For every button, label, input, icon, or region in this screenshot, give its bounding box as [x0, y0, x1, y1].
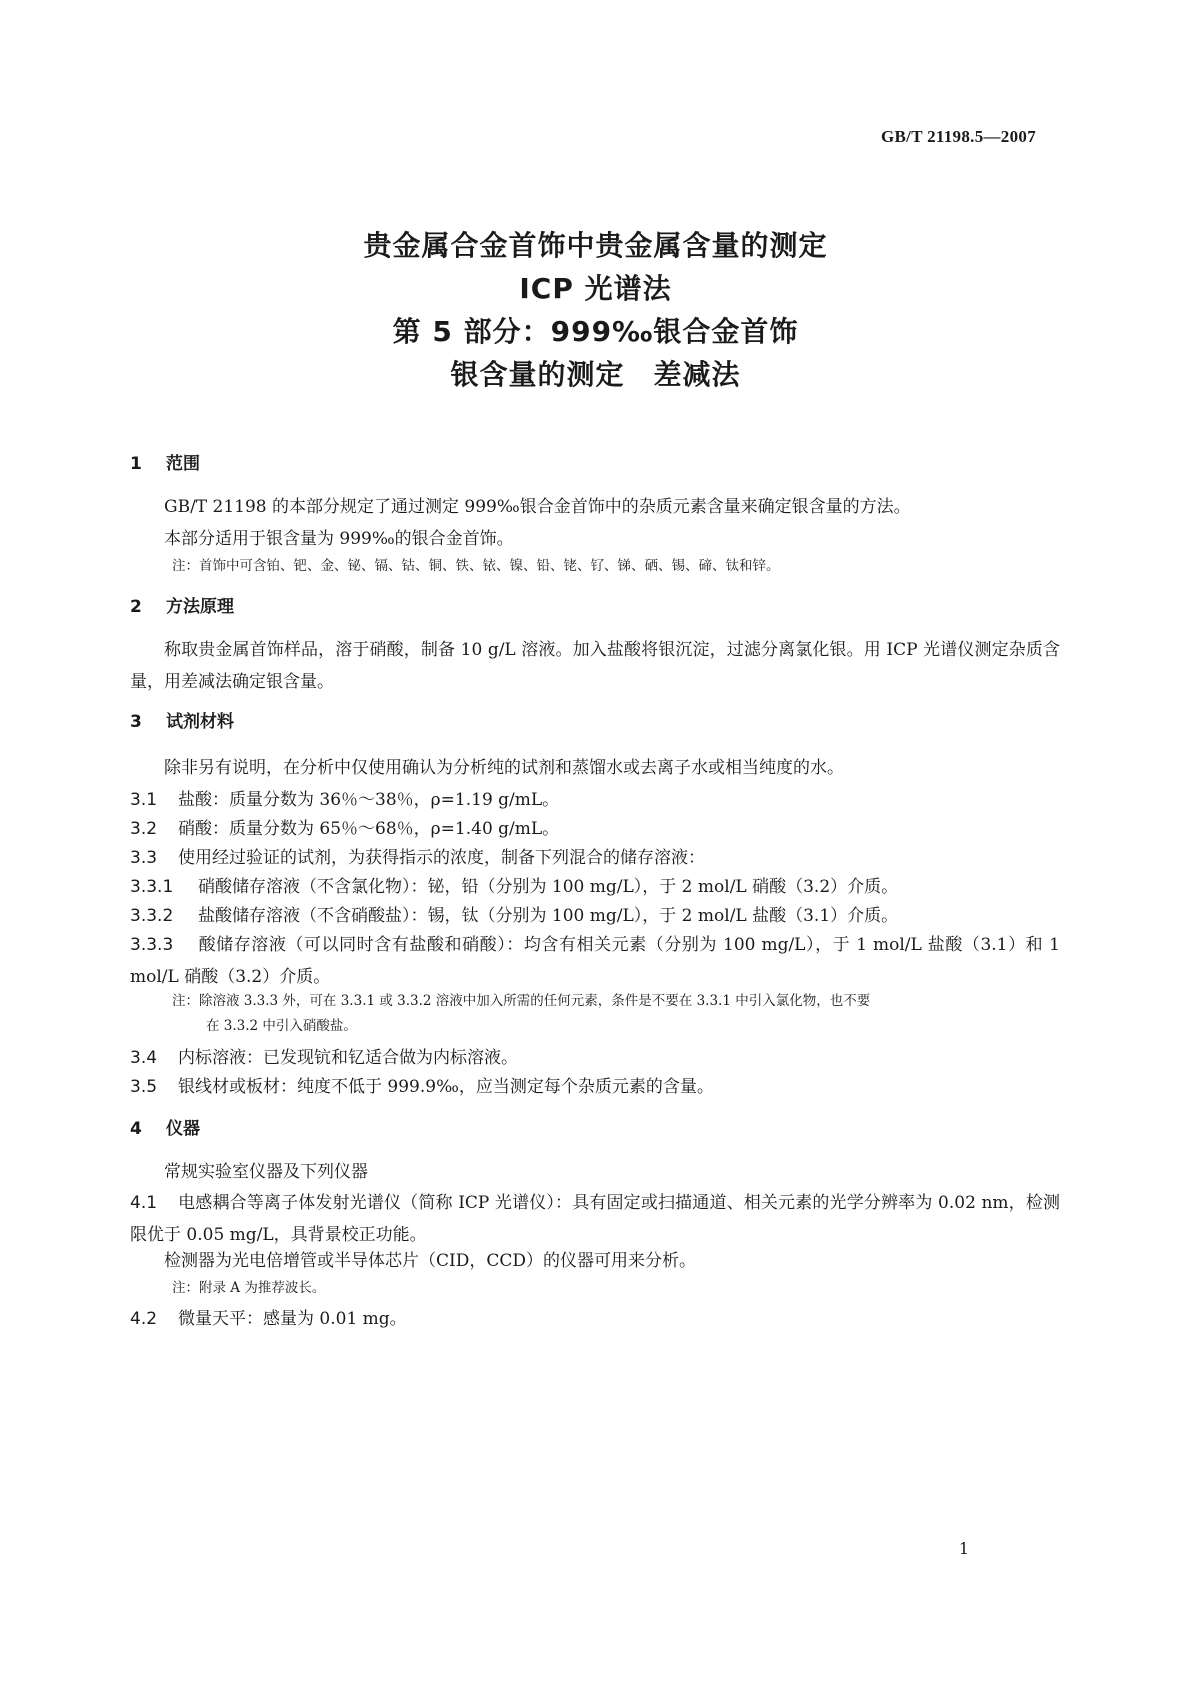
item-text: 硝酸：质量分数为 65％～68％，ρ=1.40 g/mL。	[178, 819, 560, 839]
item-3-4	[130, 1042, 1060, 1074]
item-3-5	[130, 1071, 1060, 1103]
section-4-heading	[130, 1117, 200, 1141]
document-title	[0, 224, 1191, 396]
section-title: 范围	[166, 454, 200, 474]
section-1-note: 注：首饰中可含铂、钯、金、铋、镉、钴、铜、铁、铱、镍、铅、铑、钌、锑、硒、锡、碲、钛和锌。	[172, 558, 780, 574]
item-number: 3.1	[130, 790, 158, 810]
section-number: 2	[130, 597, 142, 617]
section-1-paragraph-1: GB/T 21198 的本部分规定了通过测定 999‰银合金首饰中的杂质元素含量来确定银含量的方法。	[164, 497, 911, 517]
section-2-paragraph: 称取贵金属首饰样品，溶于硝酸，制备 10 g/L 溶液。加入盐酸将银沉淀，过滤分离氯化银。用 ICP 光谱仪测定杂质含量，用差减法确定银含量。	[130, 640, 1060, 692]
item-number: 3.2	[130, 819, 158, 839]
standard-code: GB/T 21198.5—2007	[881, 127, 1036, 146]
section-number: 1	[130, 454, 142, 474]
item-number: 3.3.2	[130, 906, 174, 926]
item-3-3-1	[130, 871, 1060, 903]
item-number: 3.3.3	[130, 935, 174, 955]
section-4-paragraph-2: 检测器为光电倍增管或半导体芯片（CID，CCD）的仪器可用来分析。	[164, 1251, 696, 1271]
item-number: 4.1	[130, 1193, 158, 1213]
section-4-intro: 常规实验室仪器及下列仪器	[164, 1162, 368, 1182]
item-text: 微量天平：感量为 0.01 mg。	[178, 1309, 407, 1329]
item-3-1	[130, 784, 1060, 816]
section-1-paragraph-2: 本部分适用于银含量为 999‰的银合金首饰。	[164, 529, 514, 549]
page-number: 1	[958, 1539, 969, 1558]
title-line-1: 贵金属合金首饰中贵金属含量的测定	[363, 229, 828, 262]
item-text: 酸储存溶液（可以同时含有盐酸和硝酸）：均含有相关元素（分别为 100 mg/L），于 1 mol/L 盐酸（3.1）和 1 mol/L 硝酸（3.2）介质。	[130, 935, 1060, 987]
section-title: 方法原理	[166, 597, 234, 617]
item-3-3-3	[130, 929, 1060, 993]
section-3-note-line-2: 在 3.3.2 中引入硝酸盐。	[206, 1018, 357, 1034]
item-text: 使用经过验证的试剂，为获得指示的浓度，制备下列混合的储存溶液：	[178, 848, 705, 868]
item-3-3-2	[130, 900, 1060, 932]
title-line-4: 银含量的测定 差减法	[450, 358, 741, 391]
section-3-note-line-1: 注：除溶液 3.3.3 外，可在 3.3.1 或 3.3.2 溶液中加入所需的任何元素，条件是不要在 3.3.1 中引入氯化物，也不要	[172, 993, 871, 1009]
item-text: 硝酸储存溶液（不含氯化物）：铋，铅（分别为 100 mg/L），于 2 mol/L 硝酸（3.2）介质。	[198, 877, 899, 897]
section-2-heading	[130, 595, 234, 619]
item-text: 盐酸：质量分数为 36％～38％，ρ=1.19 g/mL。	[178, 790, 560, 810]
item-text: 内标溶液：已发现钪和钇适合做为内标溶液。	[178, 1048, 518, 1068]
section-title: 试剂材料	[166, 712, 234, 732]
item-3-2	[130, 813, 1060, 845]
item-text: 银线材或板材：纯度不低于 999.9‰，应当测定每个杂质元素的含量。	[178, 1077, 714, 1097]
section-4-note: 注：附录 A 为推荐波长。	[172, 1280, 326, 1296]
title-line-3: 第 5 部分：999‰银合金首饰	[392, 315, 799, 348]
section-1-heading	[130, 452, 200, 476]
item-3-3	[130, 842, 1060, 874]
item-4-2	[130, 1303, 1060, 1335]
item-number: 3.3	[130, 848, 158, 868]
item-text: 盐酸储存溶液（不含硝酸盐）：锡，钛（分别为 100 mg/L），于 2 mol/L 盐酸（3.1）介质。	[198, 906, 899, 926]
item-number: 3.4	[130, 1048, 158, 1068]
item-text: 电感耦合等离子体发射光谱仪（简称 ICP 光谱仪）：具有固定或扫描通道、相关元素的光学分辨率为 0.02 nm，检测限优于 0.05 mg/L，具背景校正功能。	[130, 1193, 1060, 1245]
section-title: 仪器	[166, 1119, 200, 1139]
section-number: 4	[130, 1119, 142, 1139]
item-number: 4.2	[130, 1309, 158, 1329]
item-number: 3.5	[130, 1077, 158, 1097]
section-3-intro: 除非另有说明，在分析中仅使用确认为分析纯的试剂和蒸馏水或去离子水或相当纯度的水。	[164, 758, 844, 778]
section-3-heading	[130, 710, 234, 734]
item-4-1	[130, 1187, 1060, 1251]
item-number: 3.3.1	[130, 877, 174, 897]
title-line-2: ICP 光谱法	[519, 272, 672, 305]
section-number: 3	[130, 712, 142, 732]
